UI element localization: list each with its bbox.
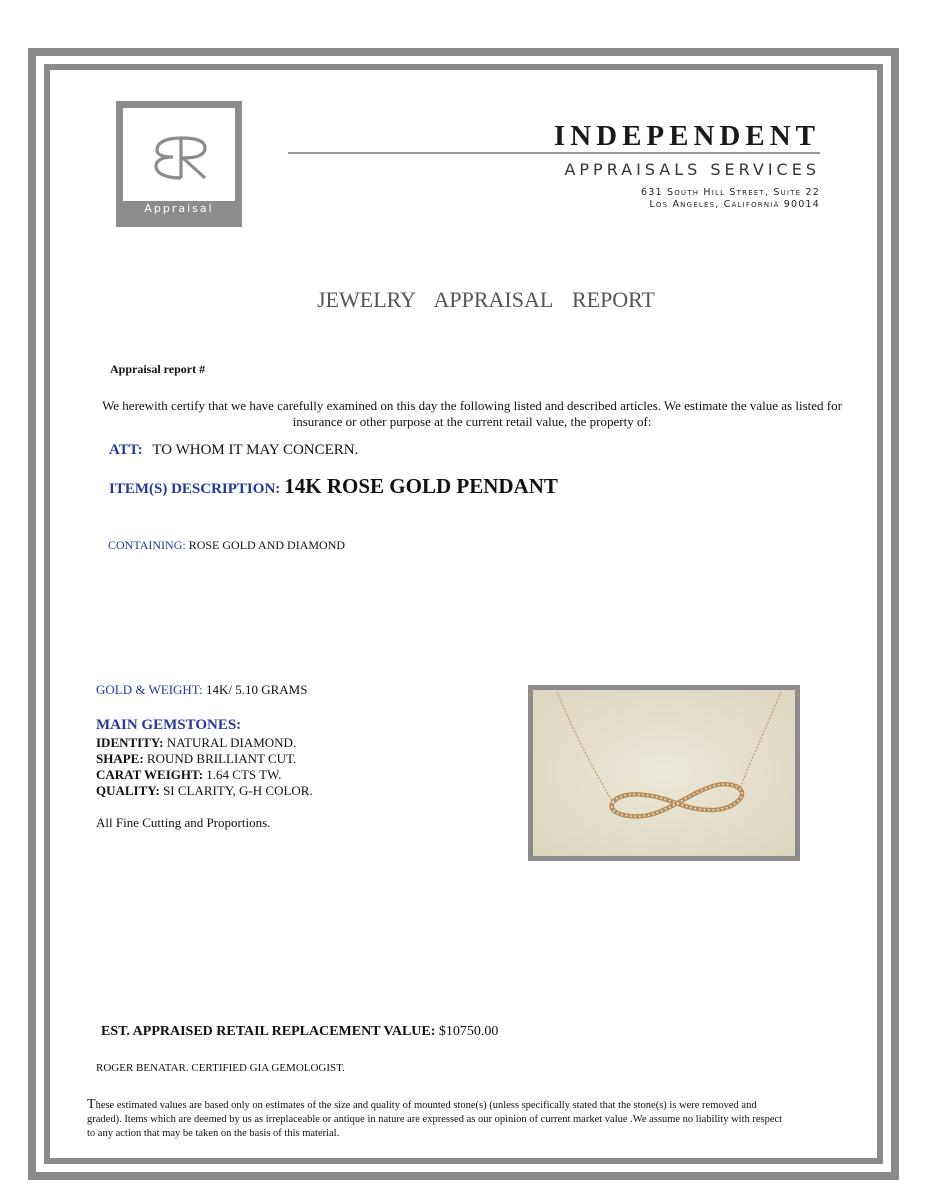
quality-line <box>96 783 313 799</box>
certification-text: We herewith certify that we have carefully examined on this day the following listed and described articles. We estimate the value as listed for insurance or other purpose at the current retail value, the property of: <box>102 398 842 429</box>
shape-line <box>96 751 296 767</box>
report-title: JEWELRY APPRAISAL REPORT <box>317 287 655 312</box>
carat-value: 1.64 CTS TW. <box>206 767 282 782</box>
att-value: TO WHOM IT MAY CONCERN. <box>152 442 359 458</box>
att-label: ATT: <box>109 442 143 458</box>
value-label: EST. APPRAISED RETAIL REPLACEMENT VALUE: <box>101 1024 436 1039</box>
gold-value: 14K/ 5.10 GRAMS <box>205 682 308 697</box>
address-line-1: 631 South Hill Street, Suite 22 <box>641 187 820 198</box>
disclaimer-first-letter: T <box>87 1097 96 1112</box>
company-subtitle: APPRAISALS SERVICES <box>564 160 820 179</box>
containing-value: ROSE GOLD AND DIAMOND <box>188 538 346 552</box>
carat-line <box>96 767 281 783</box>
header-rule <box>288 152 820 154</box>
identity-line <box>96 735 296 751</box>
gold-label: GOLD & WEIGHT: <box>96 682 203 697</box>
pendant-image <box>533 690 795 856</box>
appraiser-signature-line: ROGER BENATAR. CERTIFIED GIA GEMOLOGIST. <box>96 1062 345 1074</box>
identity-value: NATURAL DIAMOND. <box>166 735 297 750</box>
item-description <box>109 474 558 499</box>
item-value: 14K ROSE GOLD PENDANT <box>284 474 558 498</box>
containing-line <box>108 538 345 553</box>
pendant-photo-frame <box>528 685 800 861</box>
att-line <box>109 442 358 459</box>
er-monogram-icon <box>123 108 235 201</box>
er-appraisal-logo <box>116 101 242 227</box>
logo-caption: Appraisal <box>144 202 214 215</box>
containing-label: CONTAINING: <box>108 538 186 552</box>
disclaimer <box>87 1098 787 1141</box>
pendant-photo <box>533 690 795 856</box>
quality-label: QUALITY: <box>96 783 160 798</box>
disclaimer-text: hese estimated values are based only on estimates of the size and quality of mounted stone(s) (unless specifically stated that the stone(s) is were removed and graded). Items which are deemed by us as irreplaceable or antique in nature are expressed as our opinion of current market value .We assume no liability with respect to any action that may be taken on the basis of this material. <box>87 1100 783 1139</box>
gold-weight-line <box>96 682 307 698</box>
carat-label: CARAT WEIGHT: <box>96 767 204 782</box>
value-amount: $10750.00 <box>438 1024 499 1039</box>
gemstones-heading: MAIN GEMSTONES: <box>96 717 242 733</box>
identity-label: IDENTITY: <box>96 735 164 750</box>
appraised-value-line <box>101 1024 498 1040</box>
company-address <box>520 187 820 211</box>
shape-label: SHAPE: <box>96 751 144 766</box>
company-name: INDEPENDENT <box>553 120 820 152</box>
certificate-page <box>50 70 877 1158</box>
shape-value: ROUND BRILLIANT CUT. <box>146 751 297 766</box>
cutting-note: All Fine Cutting and Proportions. <box>96 815 271 830</box>
quality-value: SI CLARITY, G-H COLOR. <box>163 783 313 798</box>
address-line-2: Los Angeles, California 90014 <box>649 199 820 210</box>
item-label: ITEM(S) DESCRIPTION: <box>109 481 281 497</box>
report-number-label: Appraisal report # <box>110 362 206 376</box>
